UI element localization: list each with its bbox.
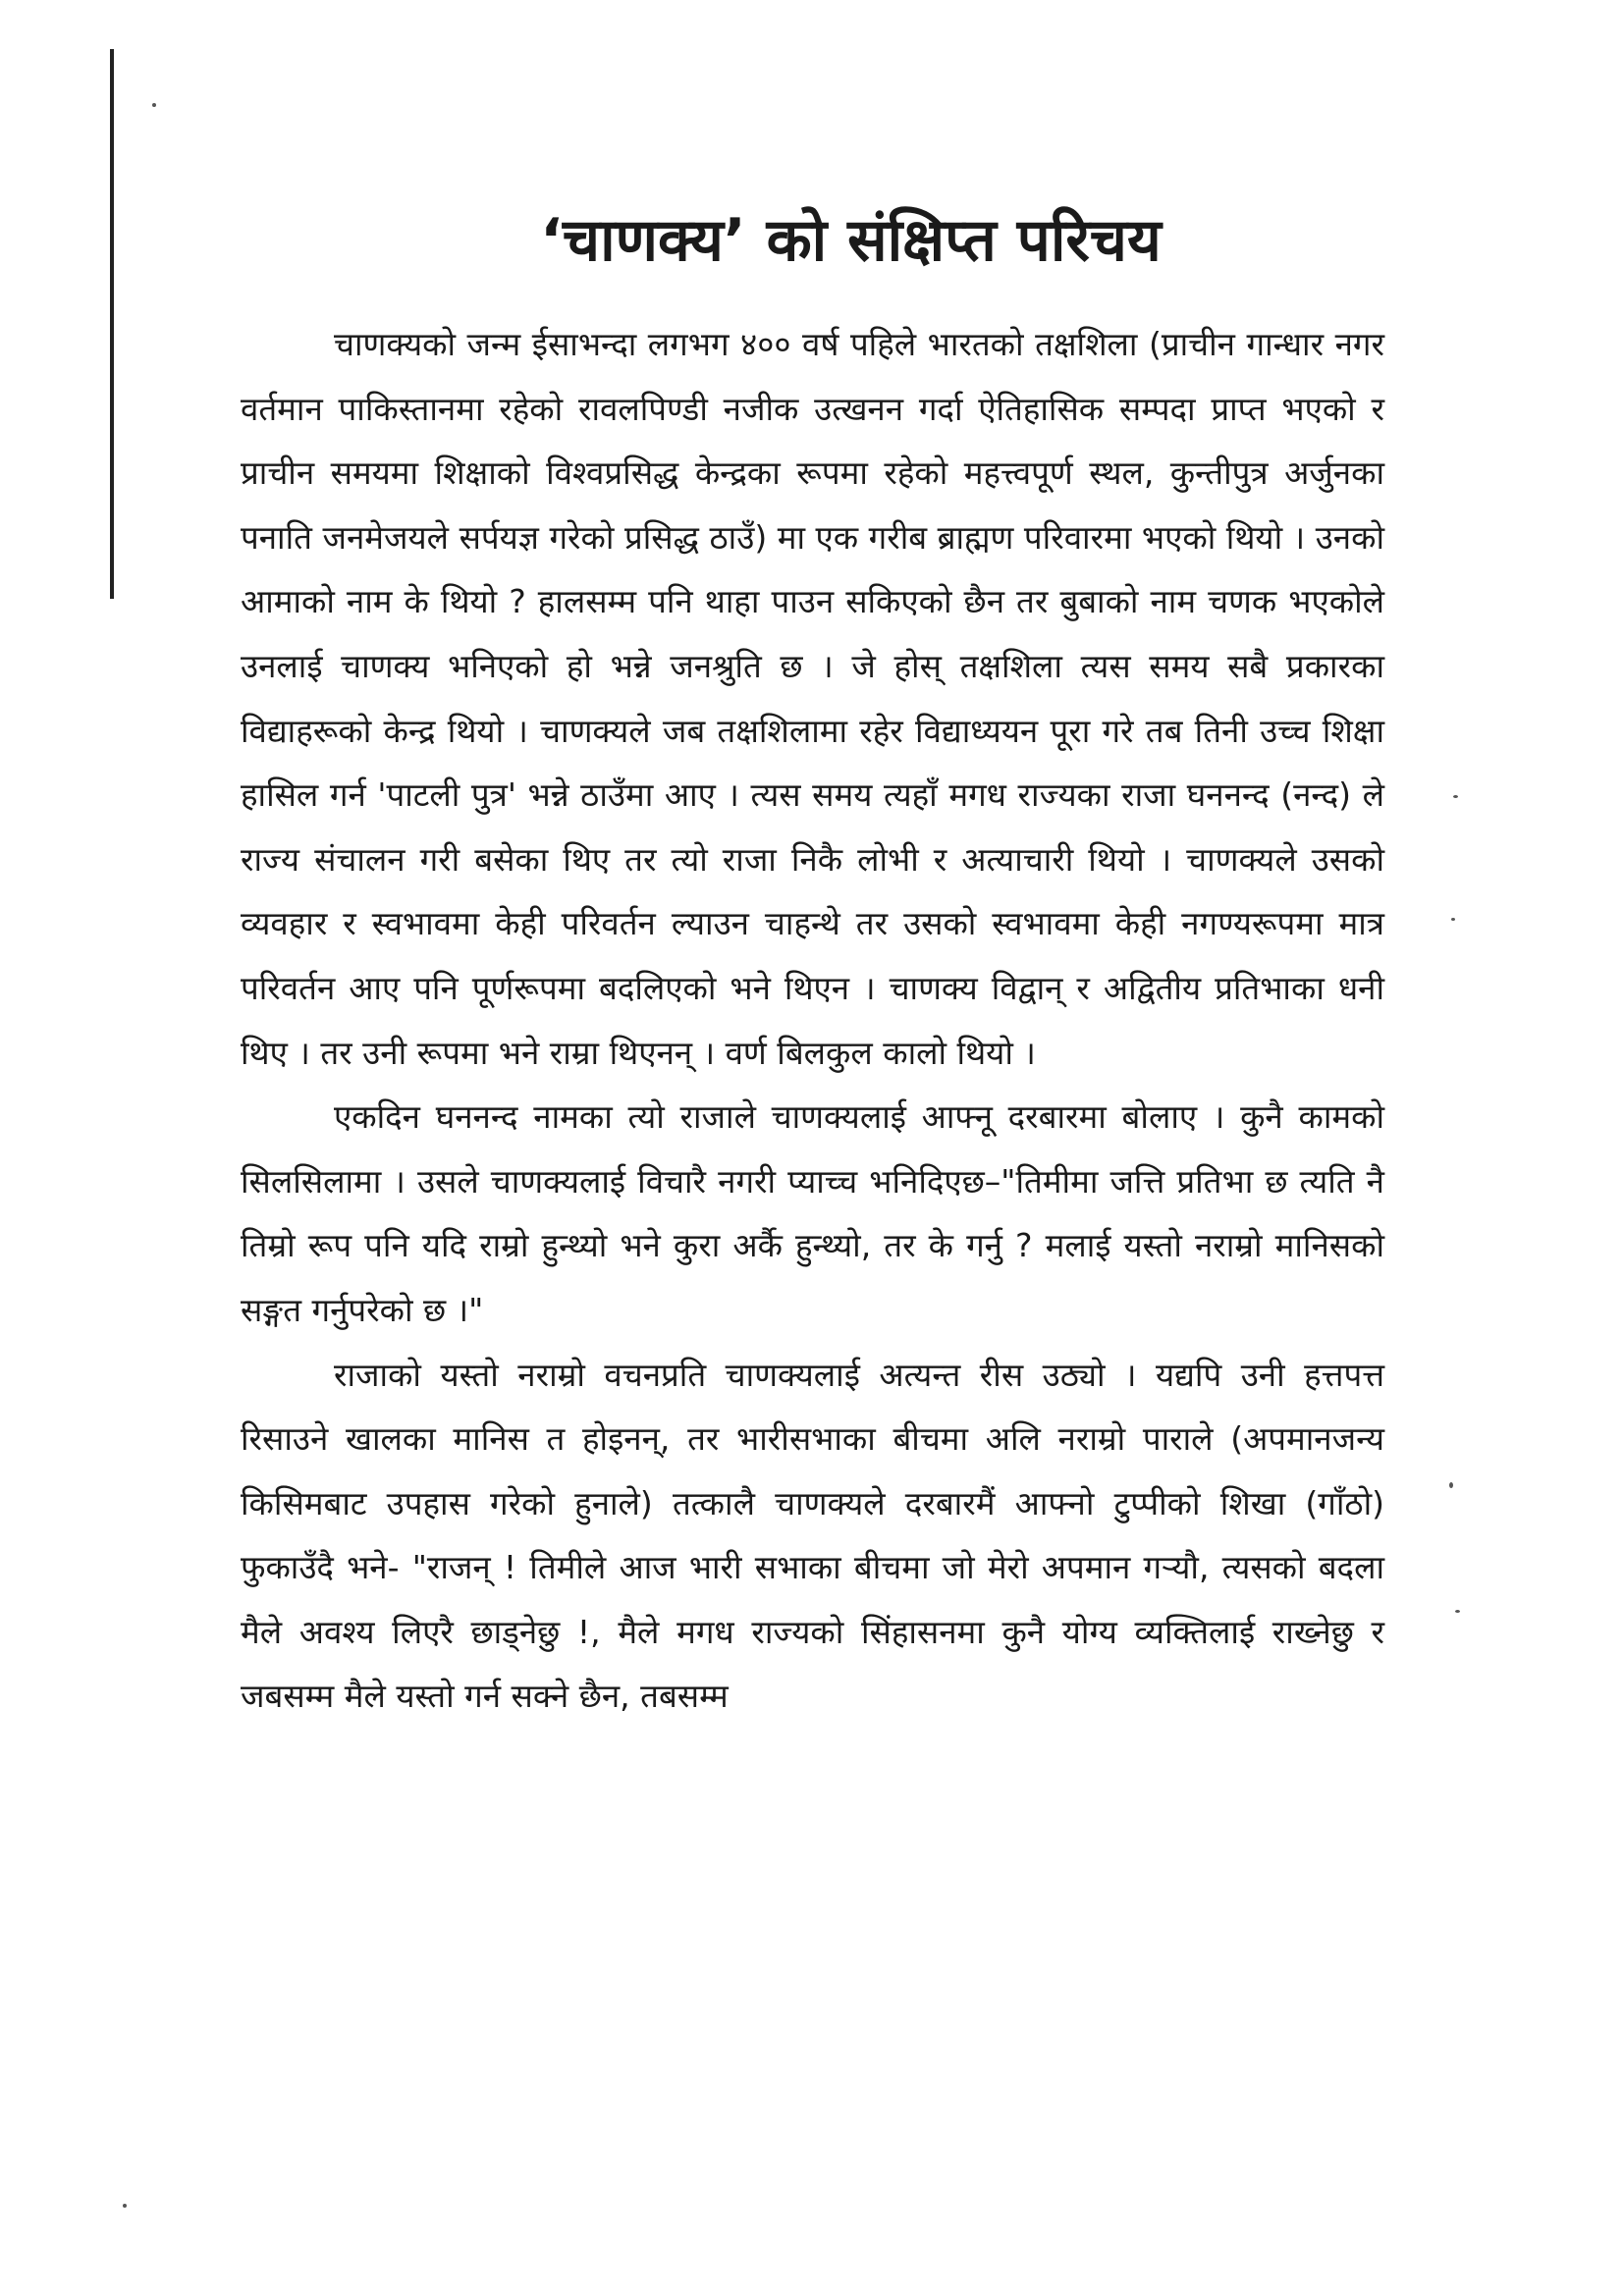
paragraph: चाणक्यको जन्म ईसाभन्दा लगभग ४०० वर्ष पहिले भारतको तक्षशिला (प्राचीन गान्धार नगर वर्तमान पाकिस्तानमा रहेको रावलपिण्डी नजीक उत्खनन गर्दा ऐतिहासिक सम्पदा प्राप्त भएको र प्राचीन समयमा शिक्षाको विश्वप्रसिद्ध केन्द्रका रूपमा रहेको महत्त्वपूर्ण स्थल, कुन्तीपुत्र अर्जुनका पनाति जनमेजयले सर्पयज्ञ गरेको प्रसिद्ध ठाउँ) मा एक गरीब ब्राह्मण परिवारमा भएको थियो । उनको आमाको नाम के थियो ? हालसम्म पनि थाहा पाउन सकिएको छैन तर बुबाको नाम चणक भएकोले उनलाई चाणक्य भनिएको हो भन्ने जनश्रुति छ । जे होस् तक्षशिला त्यस समय सबै प्रकारका विद्याहरूको केन्द्र थियो । चाणक्यले जब तक्षशिलामा रहेर विद्याध्ययन पूरा गरे तब तिनी उच्च शिक्षा हासिल गर्न 'पाटली पुत्र' भन्ने ठाउँमा आए । त्यस समय त्यहाँ मगध राज्यका राजा घननन्द (नन्द) ले राज्य संचालन गरी बसेका थिए तर त्यो राजा निकै लोभी र अत्याचारी थियो । चाणक्यले उसको व्यवहार र स्वभावमा केही परिवर्तन ल्याउन चाहन्थे तर उसको स्वभावमा केही नगण्यरूपमा मात्र परिवर्तन आए पनि पूर्णरूपमा बदलिएको भने थिएन । चाणक्य विद्वान् र अद्वितीय प्रतिभाका धनी थिए । तर उनी रूपमा भने राम्रा थिएनन् । वर्ण बिलकुल कालो थियो । [241,325,1384,1072]
scan-speck [123,2204,127,2208]
paragraph: राजाको यस्तो नराम्रो वचनप्रति चाणक्यलाई अत्यन्त रीस उठ्यो । यद्यपि उनी हत्तपत्त रिसाउने खालका मानिस त होइनन्, तर भारीसभाका बीचमा अलि नराम्रो पाराले (अपमानजन्य किसिमबाट उपहास गरेको हुनाले) तत्कालै चाणक्यले दरबारमैं आफ्नो टुप्पीको शिखा (गाँठो) फुकाउँदै भने- "राजन् ! तिमीले आज भारी सभाका बीचमा जो मेरो अपमान गर्‍यौ, त्यसको बदला मैले अवश्य लिएरै छाड्नेछु !, मैले मगध राज्यको सिंहासनमा कुनै योग्य व्यक्तिलाई राख्नेछु र जबसम्म मैले यस्तो गर्न सक्ने छैन, तबसम्म [241,1355,1384,1716]
page-binding-edge [110,49,114,599]
scan-speck [152,103,156,107]
scan-speck [1449,1482,1453,1488]
scan-speck [1455,1610,1460,1613]
paragraph: एकदिन घननन्द नामका त्यो राजाले चाणक्यलाई आफ्नू दरबारमा बोलाए । कुनै कामको सिलसिलामा । उसले चाणक्यलाई विचारै नगरी प्याच्च भनिदिएछ–"तिमीमा जत्ति प्रतिभा छ त्यति नै तिम्रो रूप पनि यदि राम्रो हुन्थ्यो भने कुरा अर्कै हुन्थ्यो, तर के गर्नु ? मलाई यस्तो नराम्रो मानिसको सङ्गत गर्नुपरेको छ ।" [241,1097,1384,1329]
scan-speck [1453,795,1458,798]
body-text [241,312,1384,1729]
scan-speck [1451,918,1455,921]
page-title: ‘चाणक्य’ को संक्षिप्त परिचय [540,206,1162,275]
